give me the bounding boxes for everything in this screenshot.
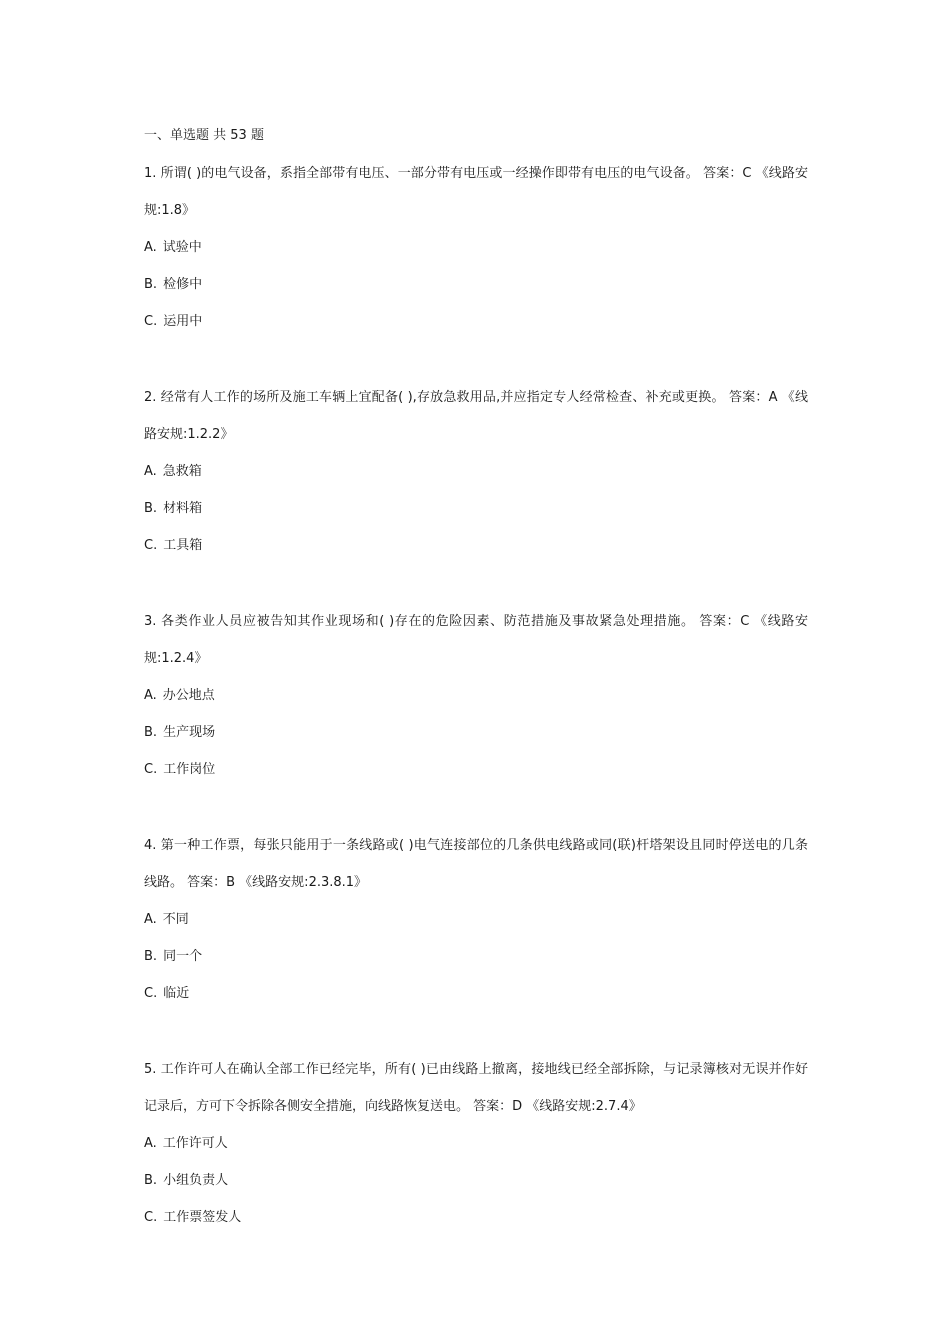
option-letter: C. bbox=[144, 762, 158, 777]
section-title: 一、单选题 共 53 题 bbox=[144, 128, 264, 143]
option-letter: B. bbox=[144, 277, 158, 292]
option-letter: A. bbox=[144, 464, 157, 479]
option-letter: A. bbox=[144, 1136, 157, 1151]
option-a bbox=[144, 677, 808, 714]
question-text: 1. 所谓( )的电气设备，系指全部带有电压、一部分带有电压或一经操作即带有电压的电气设备。 答案：C 《线路安规:1.8》 bbox=[144, 166, 808, 218]
option-text: 运用中 bbox=[163, 314, 203, 329]
question-text: 3. 各类作业人员应被告知其作业现场和( )存在的危险因素、防范措施及事故紧急处理措施。 答案：C 《线路安规:1.2.4》 bbox=[144, 614, 808, 666]
option-text: 工具箱 bbox=[163, 538, 203, 553]
option-text: 材料箱 bbox=[163, 501, 203, 516]
option-a bbox=[144, 1125, 808, 1162]
option-text: 同一个 bbox=[163, 949, 203, 964]
question-1 bbox=[144, 155, 808, 340]
option-text: 不同 bbox=[162, 912, 189, 927]
option-letter: C. bbox=[144, 1210, 158, 1225]
option-letter: A. bbox=[144, 912, 157, 927]
option-text: 办公地点 bbox=[162, 688, 215, 703]
question-text: 4. 第一种工作票，每张只能用于一条线路或( )电气连接部位的几条供电线路或同(联)杆塔架设且同时停送电的几条线路。 答案：B 《线路安规:2.3.8.1》 bbox=[144, 838, 808, 890]
question-5 bbox=[144, 1051, 808, 1236]
option-c bbox=[144, 975, 808, 1012]
option-b bbox=[144, 1162, 808, 1199]
option-c bbox=[144, 527, 808, 564]
option-a bbox=[144, 901, 808, 938]
option-c bbox=[144, 751, 808, 788]
option-text: 生产现场 bbox=[163, 725, 216, 740]
option-b bbox=[144, 490, 808, 527]
option-c bbox=[144, 1199, 808, 1236]
question-2 bbox=[144, 379, 808, 564]
option-b bbox=[144, 266, 808, 303]
option-text: 试验中 bbox=[162, 240, 202, 255]
option-b bbox=[144, 714, 808, 751]
option-letter: B. bbox=[144, 725, 158, 740]
option-text: 临近 bbox=[163, 986, 190, 1001]
option-letter: B. bbox=[144, 501, 158, 516]
option-text: 检修中 bbox=[163, 277, 203, 292]
question-4 bbox=[144, 827, 808, 1012]
option-b bbox=[144, 938, 808, 975]
option-text: 工作许可人 bbox=[162, 1136, 228, 1151]
option-letter: C. bbox=[144, 538, 158, 553]
option-letter: C. bbox=[144, 986, 158, 1001]
question-text: 2. 经常有人工作的场所及施工车辆上宜配备( ),存放急救用品,并应指定专人经常检查、补充或更换。 答案：A 《线路安规:1.2.2》 bbox=[144, 390, 808, 442]
question-text: 5. 工作许可人在确认全部工作已经完毕，所有( )已由线路上撤离，接地线已经全部拆除，与记录簿核对无误并作好记录后，方可下令拆除各侧安全措施，向线路恢复送电。 答案：D 《线路安规:2.7.4》 bbox=[144, 1062, 808, 1114]
option-text: 急救箱 bbox=[162, 464, 202, 479]
option-text: 工作岗位 bbox=[163, 762, 216, 777]
option-text: 小组负责人 bbox=[163, 1173, 229, 1188]
option-text: 工作票签发人 bbox=[163, 1210, 242, 1225]
option-letter: B. bbox=[144, 1173, 158, 1188]
question-3 bbox=[144, 603, 808, 788]
option-letter: C. bbox=[144, 314, 158, 329]
option-letter: B. bbox=[144, 949, 158, 964]
option-c bbox=[144, 303, 808, 340]
option-letter: A. bbox=[144, 688, 157, 703]
option-a bbox=[144, 229, 808, 266]
option-a bbox=[144, 453, 808, 490]
option-letter: A. bbox=[144, 240, 157, 255]
